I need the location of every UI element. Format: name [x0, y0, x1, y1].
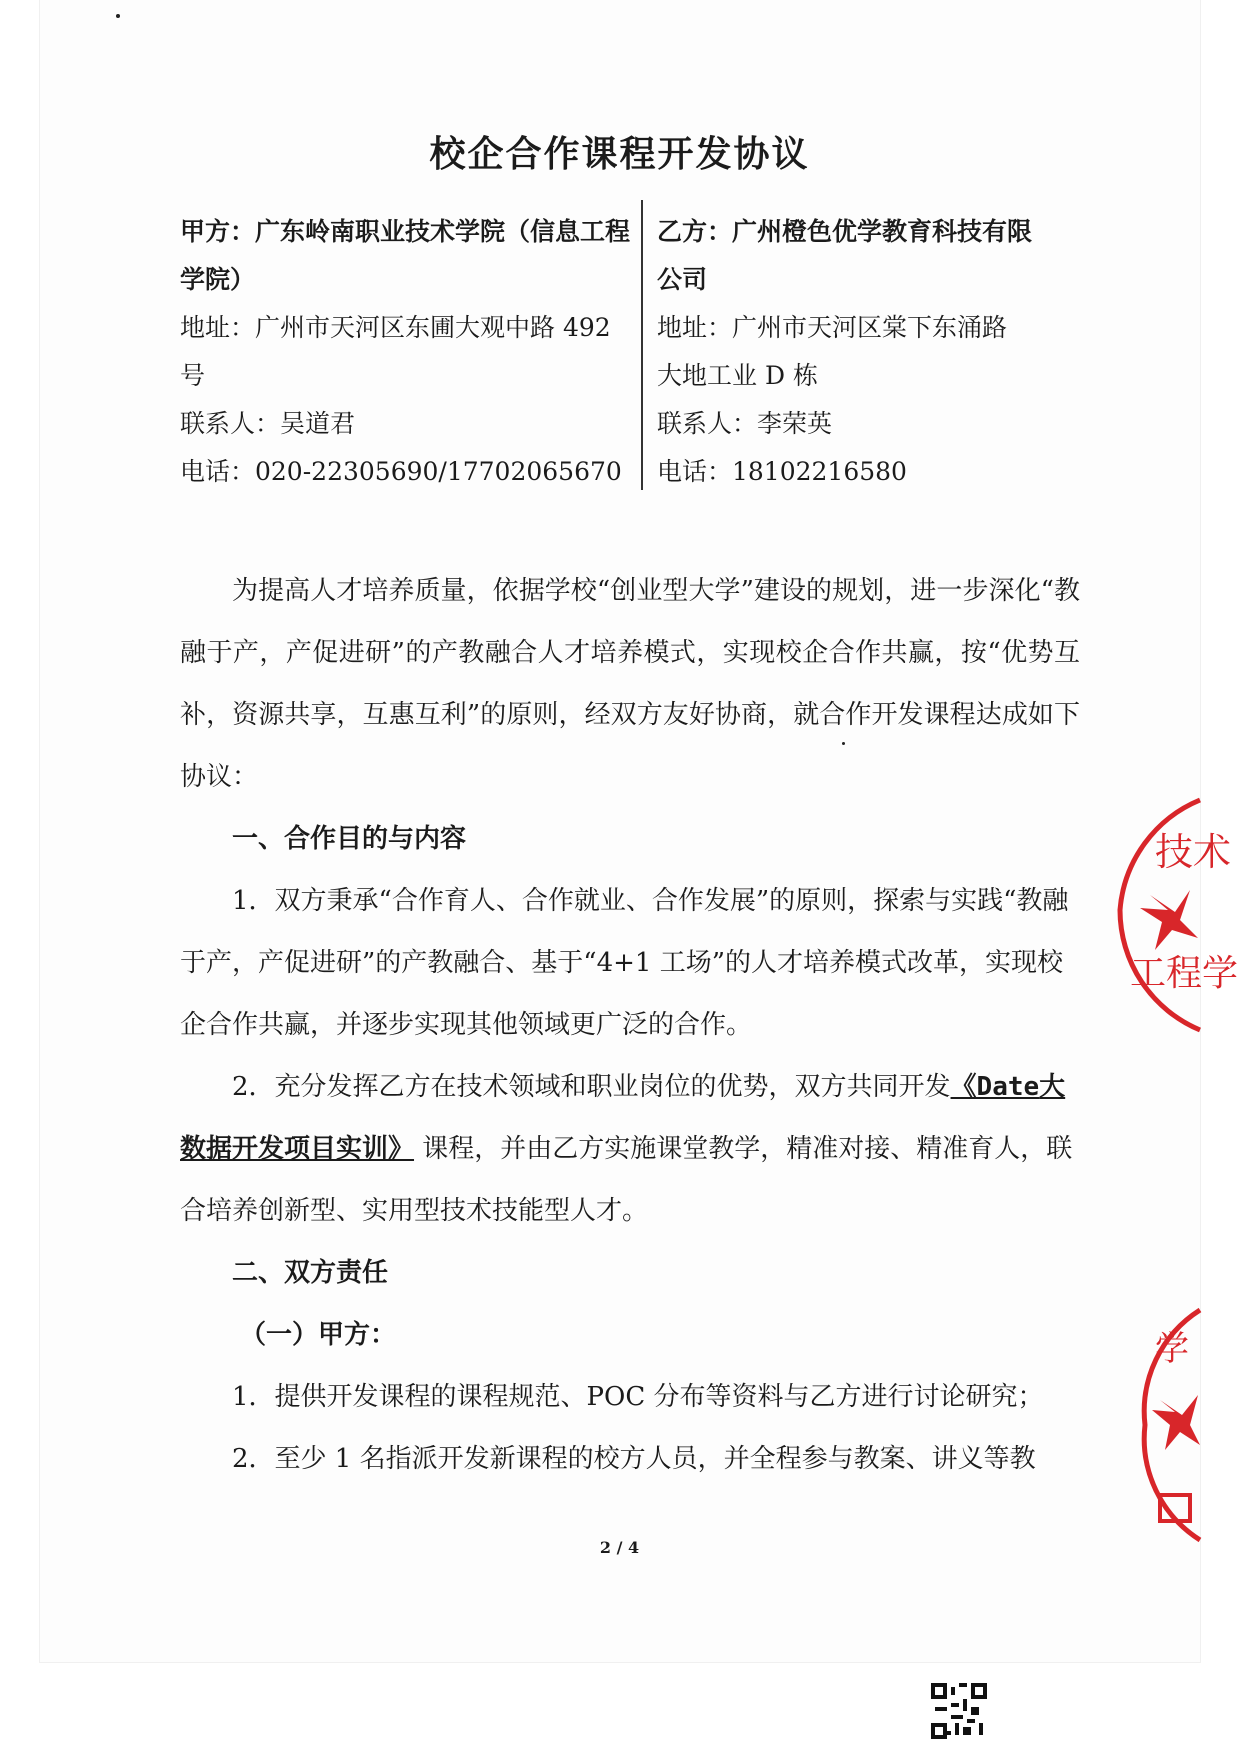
party-b-contact: 联系人：李荣英 — [657, 409, 833, 438]
party-b-name-line1: 乙方：广州橙色优学教育科技有限 — [657, 217, 1033, 246]
party-b-address-line1: 地址：广州市天河区棠下东涌路 — [657, 313, 1008, 342]
party-a-phone: 电话：020-22305690/17702065670 — [180, 457, 622, 486]
party-divider — [641, 200, 643, 490]
party-b-phone: 电话：18102216580 — [657, 457, 907, 486]
party-a-address-line2: 号 — [180, 361, 206, 390]
party-a-address-line1: 地址：广州市天河区东圃大观中路 492 — [180, 313, 611, 342]
official-seal-upper — [1110, 790, 1239, 1050]
course-name-part2: 大数据开发项目实训》 — [180, 1072, 1066, 1164]
section-2-heading: 二、双方责任 — [232, 1258, 389, 1288]
party-a — [180, 208, 630, 496]
section-2-item-2: 2．至少 1 名指派开发新课程的校方人员，并全程参与教案、讲义等教 — [232, 1444, 1036, 1474]
seal-text-top: 技术 — [1155, 830, 1232, 874]
party-a-contact: 联系人：吴道君 — [180, 409, 356, 438]
party-a-name-line1: 甲方：广东岭南职业技术学院（信息工程 — [180, 217, 631, 246]
page-number: 2 / 4 — [599, 1538, 640, 1557]
section-2-item-1: 1．提供开发课程的课程规范、POC 分布等资料与乙方进行讨论研究； — [232, 1382, 1044, 1412]
document-title: 校企合作课程开发协议 — [429, 133, 810, 175]
section-1-item-1: 1．双方秉承“合作育人、合作就业、合作发展”的原则，探索与实践“教融于产，产促进研”的产教融合、基于“4+1 工场”的人才培养模式改革，实现校企合作共赢，并逐步实现其他领域更广泛的合作。 — [180, 886, 1069, 1040]
party-b-name-line2: 公司 — [657, 265, 708, 294]
party-b-address-line2: 大地工业 D 栋 — [657, 361, 818, 390]
party-b — [657, 208, 1087, 496]
item-2-prefix: 2．充分发挥乙方在技术领域和职业岗位的优势，双方共同开发 — [232, 1072, 951, 1102]
section-1-heading: 一、合作目的与内容 — [232, 824, 467, 854]
party-a-duties-heading: （一）甲方： — [240, 1320, 397, 1350]
party-a-name-line2: 学院） — [180, 265, 256, 294]
course-name-part1: 《Date — [950, 1072, 1040, 1102]
official-seal-lower — [1140, 1300, 1200, 1550]
section-1-item-2 — [180, 1056, 1080, 1242]
qr-code — [931, 1683, 987, 1739]
scan-speck — [116, 14, 120, 18]
seal-text-lower: 学 — [1155, 1329, 1189, 1369]
item-2-suffix: 课程，并由乙方实施课堂教学，精准对接、精准育人，联合培养创新型、实用型技术技能型人才。 — [180, 1134, 1073, 1226]
intro-paragraph: 为提高人才培养质量，依据学校“创业型大学”建设的规划，进一步深化“教融于产，产促进研”的产教融合人才培养模式，实现校企合作共赢，按“优势互补，资源共享，互惠互利”的原则，经双方友好协商，就合作开发课程达成如下协议： — [180, 576, 1080, 792]
agreement-body — [180, 560, 1080, 1490]
seal-text-mid: 工程学 — [1130, 953, 1239, 994]
